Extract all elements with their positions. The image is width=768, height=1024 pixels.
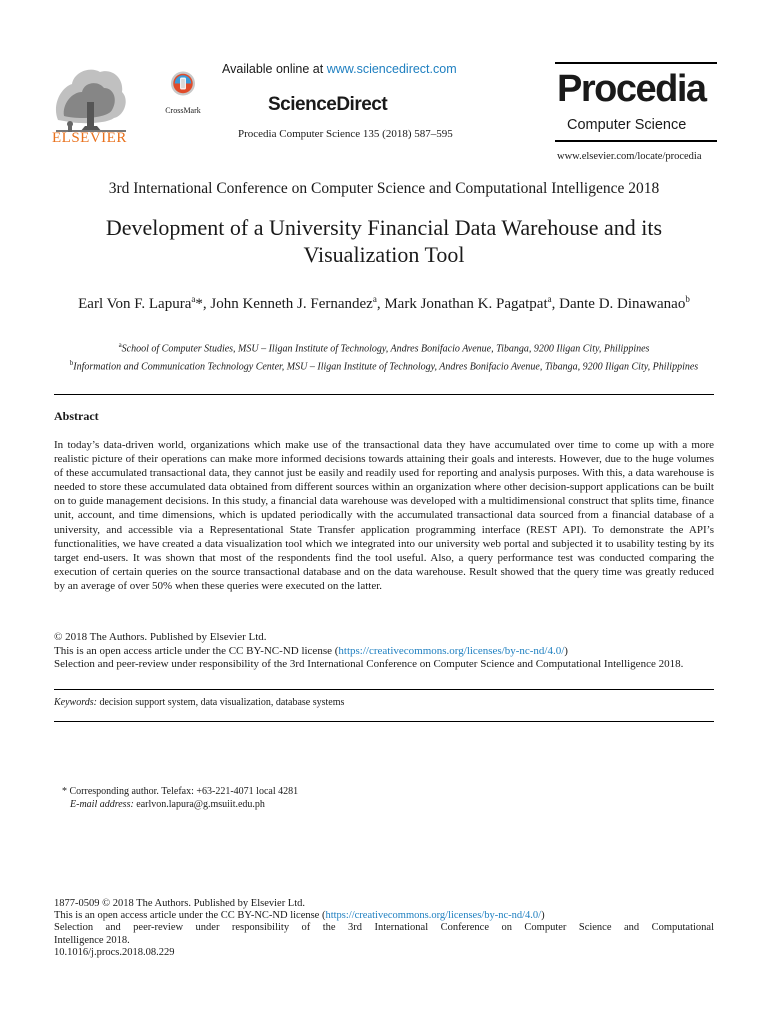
affiliation-text: School of Computer Studies, MSU – Iligan Institute of Technology, Andres Bonifacio Avenue, Tibanga, 9200 Iligan City, Philippines	[121, 343, 650, 355]
copyright-line: © 2018 The Authors. Published by Elsevier Ltd.	[54, 631, 267, 643]
author-name: John Kenneth J. Fernandez	[210, 296, 373, 312]
author-affiliation-mark: a	[547, 294, 552, 304]
author-list	[40, 289, 728, 314]
author-affiliation-mark: a	[191, 294, 196, 304]
author-separator: ,	[376, 296, 385, 312]
affiliation-b	[60, 356, 708, 374]
procedia-brand-bottom-rule	[555, 140, 717, 142]
author-name: Mark Jonathan K. Pagatpat	[384, 296, 548, 312]
footer-review-line-2: Intelligence 2018.	[54, 934, 130, 946]
paper-title-line-2: Visualization Tool	[303, 242, 465, 267]
paper-title	[40, 214, 728, 268]
section-divider	[54, 721, 714, 722]
footer-license-link[interactable]: https://creativecommons.org/licenses/by-nc-nd/4.0/	[325, 910, 542, 922]
affiliation-text: Information and Communication Technology Center, MSU – Iligan Institute of Technology, Andres Bonifacio Avenue, Tibanga, 9200 Iligan City, Philippines	[73, 361, 699, 373]
license-line	[54, 645, 714, 659]
corresponding-author-note: * Corresponding author. Telefax: +63-221-4071 local 4281	[62, 786, 299, 797]
journal-reference: Procedia Computer Science 135 (2018) 587–595	[238, 128, 453, 140]
email-label: E-mail address:	[70, 799, 134, 810]
sciencedirect-link[interactable]: www.sciencedirect.com	[326, 62, 457, 76]
affiliations	[60, 338, 708, 375]
license-link[interactable]: https://creativecommons.org/licenses/by-nc-nd/4.0/	[338, 644, 565, 657]
crossmark-label: CrossMark	[165, 106, 201, 115]
page-footer	[54, 898, 714, 959]
available-prefix: Available online at	[222, 62, 327, 76]
section-divider	[54, 394, 714, 395]
author-name: Earl Von F. Lapura	[78, 296, 192, 312]
author-separator: ,	[551, 296, 560, 312]
author-name: Dante D. Dinawanao	[559, 296, 686, 312]
keywords-label: Keywords:	[54, 697, 97, 708]
footer-license-prefix: This is an open access article under the CC BY-NC-ND license (	[54, 910, 326, 922]
corresponding-mark: *,	[195, 296, 211, 312]
conference-title: 3rd International Conference on Computer Science and Computational Intelligence 2018	[108, 180, 660, 197]
copyright-block	[54, 631, 714, 672]
procedia-brand-title: Procedia	[557, 68, 706, 110]
section-divider	[54, 689, 714, 690]
affiliation-mark: a	[118, 341, 122, 349]
paper-title-line-1: Development of a University Financial Data Warehouse and its	[105, 215, 663, 240]
affiliation-mark: b	[69, 359, 74, 368]
keywords-text: decision support system, data visualization, database systems	[96, 697, 345, 708]
crossmark-icon[interactable]	[158, 70, 208, 106]
email-address[interactable]: earlvon.lapura@g.msuiit.edu.ph	[133, 799, 265, 810]
license-prefix: This is an open access article under the CC BY-NC-ND license (	[54, 644, 339, 657]
affiliation-a	[60, 338, 708, 356]
issn-line: 1877-0509 © 2018 The Authors. Published by Elsevier Ltd.	[54, 898, 306, 909]
license-suffix: )	[564, 644, 568, 657]
available-online-line	[222, 62, 457, 76]
footer-review-line-1: Selection and peer-review under responsibility of the 3rd International Conference on Computer Science and Computational	[54, 922, 714, 934]
peer-review-line: Selection and peer-review under responsibility of the 3rd International Conference on Computer Science and Computational Intelligence 2018.	[54, 658, 684, 670]
author-affiliation-mark: b	[685, 294, 690, 304]
abstract-heading: Abstract	[54, 409, 99, 423]
doi-line[interactable]: 10.1016/j.procs.2018.08.229	[54, 946, 175, 958]
footer-license-line	[54, 910, 714, 922]
keywords-line	[54, 697, 714, 708]
procedia-brand-subtitle: Computer Science	[567, 117, 687, 133]
footer-license-suffix: )	[541, 910, 545, 922]
sciencedirect-logo: ScienceDirect	[268, 94, 388, 115]
abstract-body: In today’s data-driven world, organizations which make use of the transactional data they have accumulated over time to come up with a more realistic picture of their operations can make more informed decisions towards attaining their goals and interests. However, due to the huge volumes of these accumulated transactional data, they cannot just be easily and readily used for reporting and analysis purposes. With this, a data warehouse is needed to store these accumulated data obtained from different sources within an organization where other decision-support applications can be built on to guide management decisions. In this study, a financial data warehouse was developed with a multidimensional construct that splits time, finance unit, account, and time dimensions, which is updated periodically with the accumulated transactional data sourced from a financial database of a university, and accessible via a Representational State Transfer application programming interface (REST API). To demonstrate the API’s functionalities, we have created a data visualization tool which we integrated into our university web portal and subjected it to usability testing by its target end-users. It was shown that most of the respondents find the tool useful. Also, a query performance test was conducted comparing the execution of certain queries on the source transactional database and on the data warehouse. Result showed that the query time was greatly reduced by an average of over 50% when these queries were executed on the latter.	[54, 439, 714, 592]
email-line	[70, 799, 265, 810]
journal-url[interactable]: www.elsevier.com/locate/procedia	[557, 151, 702, 162]
author-affiliation-mark: a	[372, 294, 377, 304]
elsevier-wordmark: ELSEVIER	[52, 130, 127, 146]
